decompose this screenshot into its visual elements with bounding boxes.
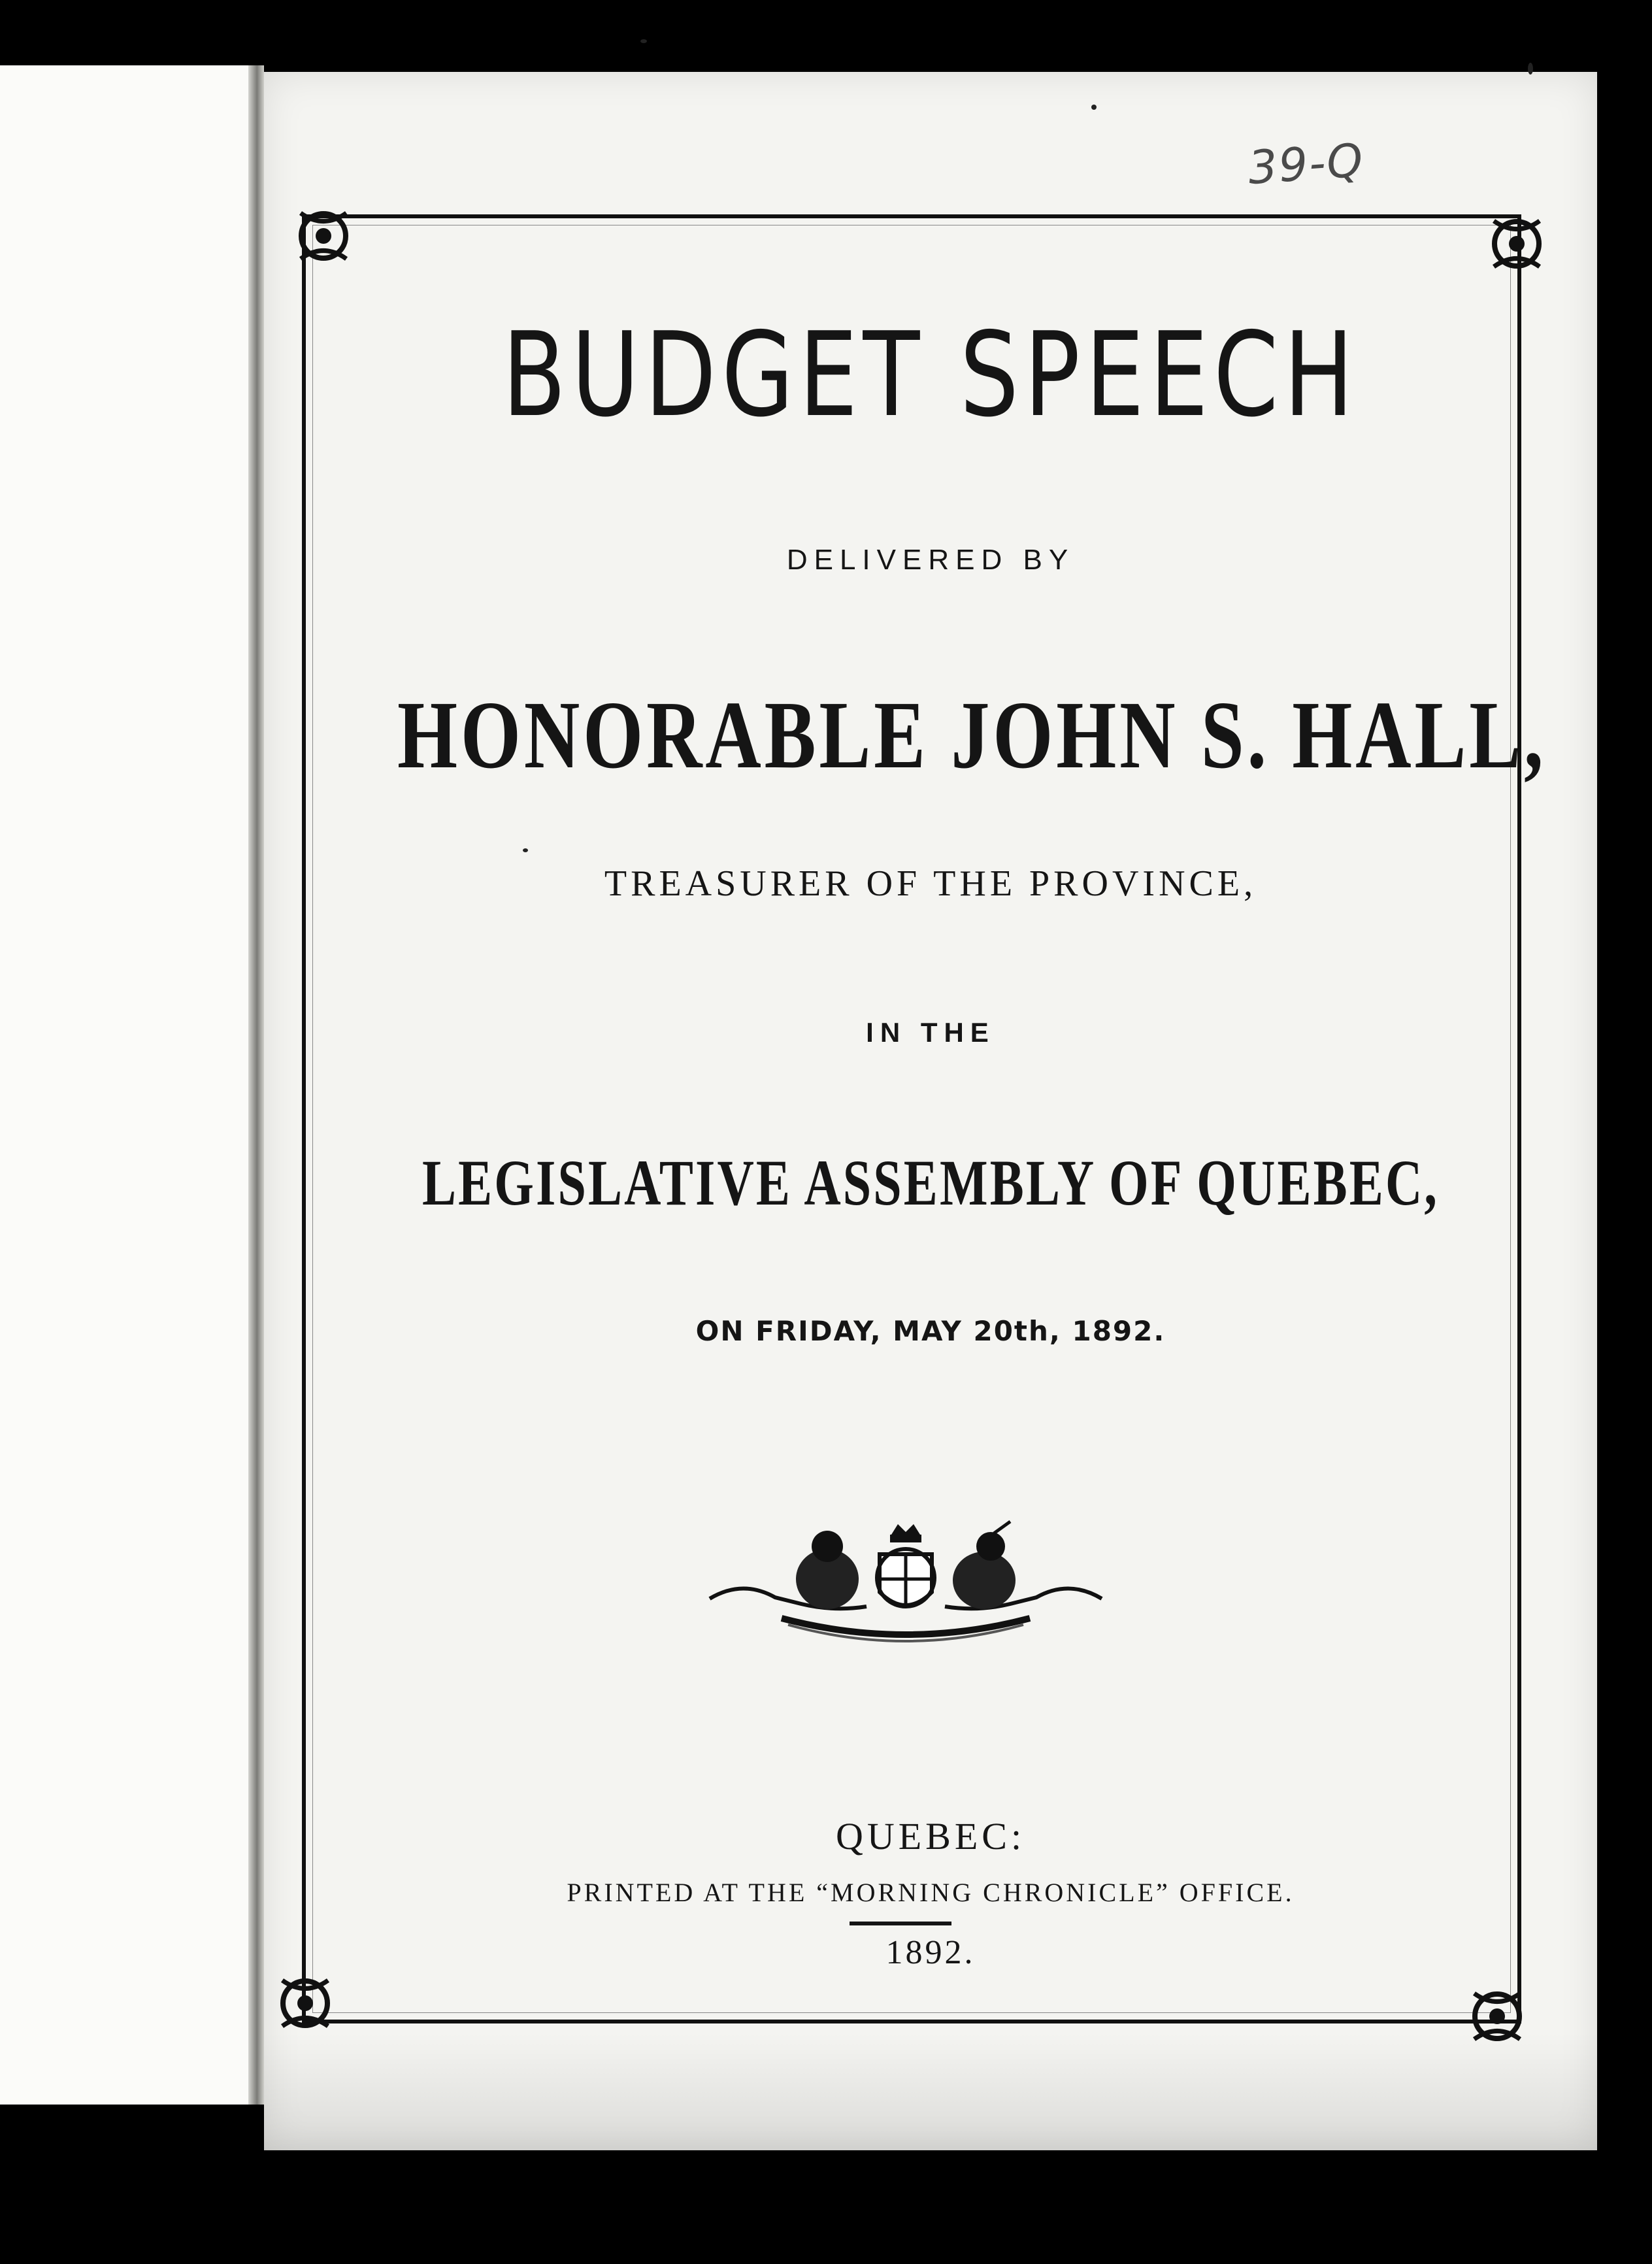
facing-blank-leaf: [0, 65, 259, 2105]
corner-ornament-icon: [1481, 208, 1553, 280]
corner-ornament-icon: [269, 1967, 341, 2039]
speech-date: ON FRIDAY, MAY 20th, 1892.: [695, 1315, 1166, 1347]
handwritten-shelf-mark: 39-Q: [1246, 133, 1366, 195]
speaker-office: TREASURER OF THE PROVINCE,: [604, 863, 1257, 904]
assembly-name: LEGISLATIVE ASSEMBLY OF QUEBEC,: [421, 1146, 1440, 1219]
delivered-by-line: DELIVERED BY: [786, 544, 1075, 576]
scan-speck: [1091, 105, 1097, 110]
corner-ornament-icon: [1461, 1980, 1533, 2052]
page-border-inner: [312, 225, 1547, 2013]
imprint-year: 1892.: [885, 1934, 976, 1971]
book-gutter: [248, 65, 264, 2105]
imprint-city: QUEBEC:: [835, 1815, 1026, 1857]
in-the-line: IN THE: [866, 1017, 995, 1048]
page-shadow: [264, 2033, 1597, 2150]
coat-of-arms-icon: [703, 1520, 1108, 1644]
scan-speck: [640, 39, 647, 43]
imprint-divider: [850, 1922, 951, 1925]
scan-speck: [1528, 63, 1533, 75]
speaker-name: HONORABLE JOHN S. HALL,: [397, 682, 1547, 789]
document-title: BUDGET SPEECH: [502, 307, 1359, 442]
scan-speck: [523, 848, 528, 852]
corner-ornament-icon: [288, 200, 359, 272]
imprint-printer: PRINTED AT THE “MORNING CHRONICLE” OFFICE.: [567, 1878, 1295, 1907]
